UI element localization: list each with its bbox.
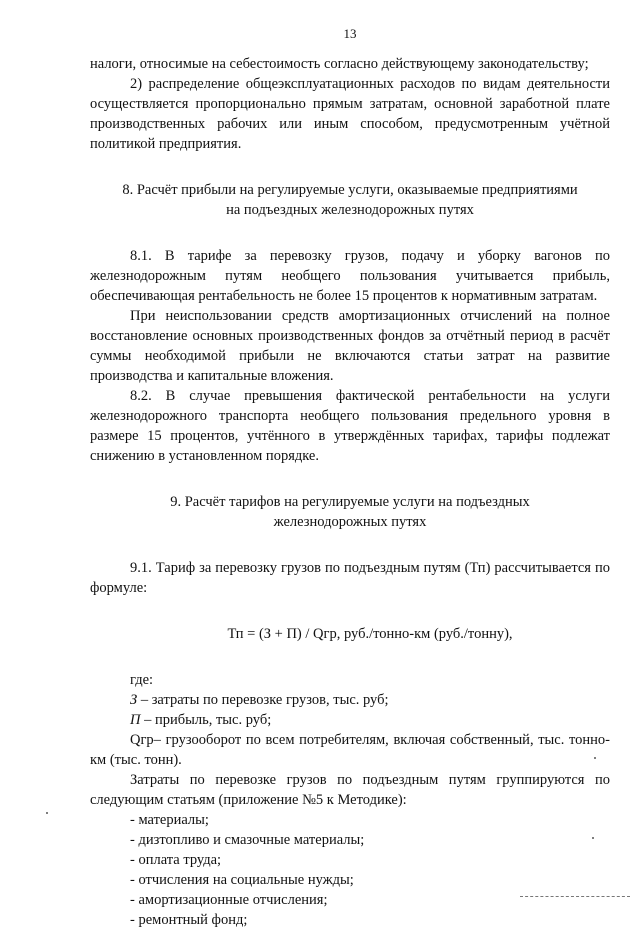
list-item: - материалы;	[130, 812, 209, 828]
list-item: - ремонтный фонд;	[130, 912, 248, 928]
paragraph-8-2: 8.2. В случае превышения фактической рентабельности на услуги железнодорожного транспорта необщего пользования предельного уровня в размере 15 процентов, учтённого в утверждённых тарифах, тарифы подлежат снижению в установленном порядке.	[90, 388, 610, 464]
list-item: - дизтопливо и смазочные материалы;	[130, 832, 365, 848]
paragraph-taxes: налоги, относимые на себестоимость согласно действующему законодательству;	[90, 56, 589, 72]
section-9-title-line-1: 9. Расчёт тарифов на регулируемые услуги на подъездных	[170, 494, 530, 510]
symbol-z: З	[130, 692, 138, 708]
cost-items-list	[90, 810, 610, 930]
section-8-title-line-1: 8. Расчёт прибыли на регулируемые услуги, оказываемые предприятиями	[122, 182, 578, 198]
definition-z-text: – затраты по перевозке грузов, тыс. руб;	[137, 692, 389, 708]
paragraph-overhead-distribution: 2) распределение общеэксплуатационных расходов по видам деятельности осуществляется пропорционально прямым затратам, основной заработной плате производственных рабочих или иным способом, предусмотренным учётной политикой предприятия.	[90, 76, 610, 152]
definition-p-text: – прибыль, тыс. руб;	[140, 712, 272, 728]
definition-q: Qгр– грузооборот по всем потребителям, включая собственный, тыс. тонно-км (тыс. тонн).	[90, 732, 610, 768]
paragraph-8-1-amortization: При неиспользовании средств амортизационных отчислений на полное восстановление основных производственных фондов за отчётный период в расчёт суммы необходимой прибыли не включаются статьи затрат на развитие производства и капитальные вложения.	[90, 308, 610, 384]
tariff-formula: Тп = (З + П) / Qгр, руб./тонно-км (руб./тонну),	[227, 626, 513, 642]
footer-dashed-line	[520, 896, 630, 898]
section-8-title	[90, 180, 610, 220]
symbol-p: П	[130, 712, 141, 728]
definition-p	[90, 710, 610, 730]
list-item: - оплата труда;	[130, 852, 222, 868]
section-9-title	[90, 492, 610, 532]
section-9-title-line-2: железнодорожных путях	[273, 514, 427, 530]
list-item: - амортизационные отчисления;	[130, 892, 328, 908]
paragraph-cost-items: Затраты по перевозке грузов по подъездным путям группируются по следующим статьям (приложение №5 к Методике):	[90, 772, 610, 808]
list-item: - отчисления на социальные нужды;	[130, 872, 354, 888]
scan-speck	[592, 837, 594, 839]
where-label: где:	[130, 672, 154, 688]
scan-speck	[594, 757, 596, 759]
definition-z	[90, 690, 610, 710]
paragraph-9-1: 9.1. Тариф за перевозку грузов по подъездным путям (Тп) рассчитывается по формуле:	[90, 560, 610, 596]
page-number: 13	[343, 26, 357, 41]
paragraph-8-1: 8.1. В тарифе за перевозку грузов, подачу и уборку вагонов по железнодорожным путям необщего пользования учитывается прибыль, обеспечивающая рентабельность не более 15 процентов к нормативным затратам.	[90, 248, 610, 304]
scan-speck	[46, 812, 48, 814]
section-8-title-line-2: на подъездных железнодорожных путях	[226, 202, 474, 218]
